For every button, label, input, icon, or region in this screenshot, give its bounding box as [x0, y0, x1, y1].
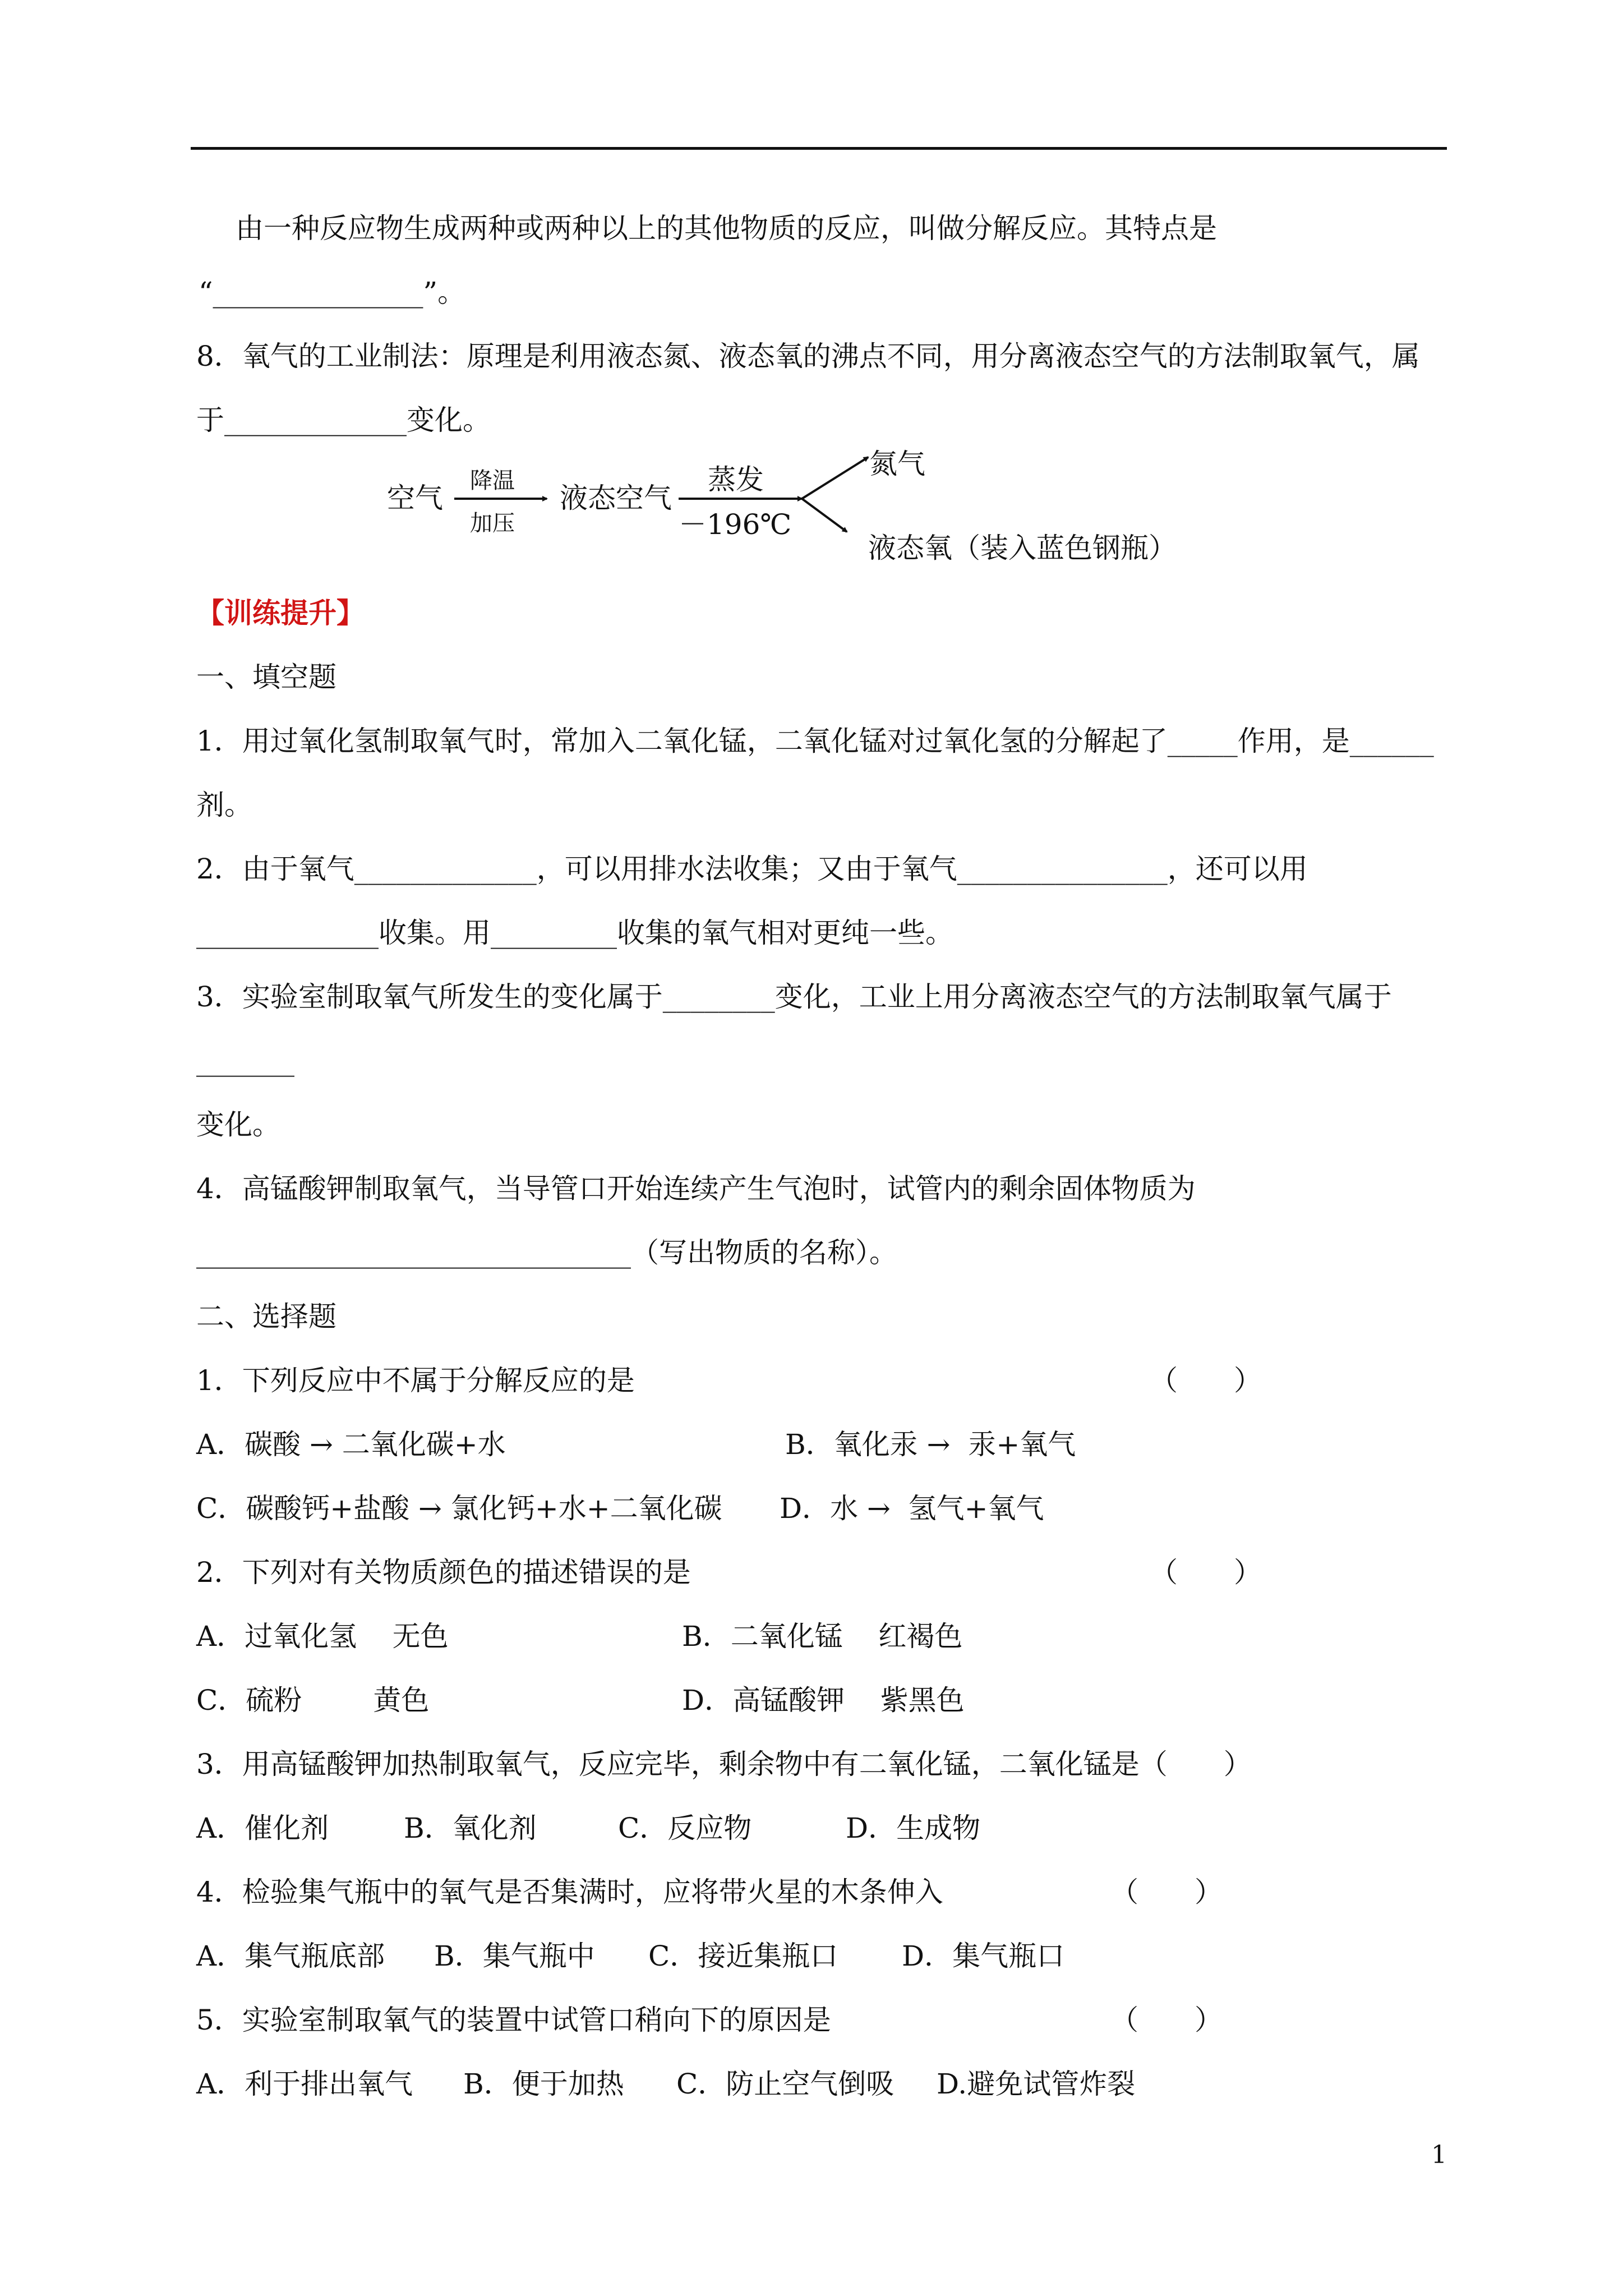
choice-q2-stem: 2．下列对有关物质颜色的描述错误的是: [196, 1556, 691, 1589]
fill-q1-line-1: 1．用过氧化氢制取氧气时，常加入二氧化锰，二氧化锰对过氧化氢的分解起了_____作用，是______: [196, 725, 1434, 757]
choice-q2-option-c: C．硫粉 黄色: [196, 1684, 430, 1717]
choice-q1-option-a: A．碳酸 → 二氧化碳+水: [196, 1428, 506, 1461]
choice-q4-option-a: A．集气瓶底部: [196, 1940, 385, 1972]
choice-q5-option-b: B．便于加热: [463, 2068, 624, 2100]
diagram-cool: 降温: [470, 468, 515, 494]
diagram-evaporate: 蒸发: [708, 463, 764, 496]
choice-q1-option-b: B．氧化汞 → 汞+氧气: [785, 1428, 1076, 1461]
fill-q3-line-2: _______: [196, 1045, 294, 1077]
fill-q1-line-2: 剂。: [196, 789, 252, 821]
diagram-liquid-oxygen: 液态氧（装入蓝色钢瓶）: [868, 532, 1177, 564]
fill-q3-line-3: 变化。: [196, 1108, 280, 1141]
page-number: 1: [1431, 2141, 1447, 2169]
fill-q2-line-1: 2．由于氧气_____________，可以用排水法收集；又由于氧气_______________，还可以用: [196, 853, 1308, 885]
choice-q3-option-b: B．氧化剂: [404, 1812, 537, 1844]
choice-q4-option-d: D．集气瓶口: [902, 1940, 1065, 1972]
arrow-to-liquid-oxygen: [802, 499, 847, 532]
choice-q5-option-d: D.避免试管炸裂: [937, 2068, 1136, 2100]
industrial-oxygen-diagram: [0, 0, 1623, 617]
intro-line-1: 由一种反应物生成两种或两种以上的其他物质的反应，叫做分解反应。其特点是: [236, 212, 1217, 245]
diagram-liquid-air: 液态空气: [560, 482, 672, 514]
choice-q4-answer-paren: （ ）: [1110, 1876, 1223, 1908]
fill-heading: 一、填空题: [196, 661, 336, 693]
section-title: 【训练提升】: [196, 596, 365, 629]
diagram-nitrogen: 氮气: [869, 448, 925, 480]
choice-q5-answer-paren: （ ）: [1110, 2004, 1223, 2036]
choice-q1-answer-paren: （ ）: [1150, 1364, 1262, 1397]
fill-q2-line-2: _____________收集。用_________收集的氧气相对更纯一些。: [196, 917, 953, 949]
fill-q4-line-1: 4．高锰酸钾制取氧气，当导管口开始连续产生气泡时，试管内的剩余固体物质为: [196, 1172, 1196, 1205]
diagram-temperature: －196℃: [679, 508, 792, 541]
choice-q3-option-d: D．生成物: [846, 1812, 981, 1844]
choice-q3-option-c: C．反应物: [618, 1812, 752, 1844]
choice-q1-option-c: C．碳酸钙+盐酸 → 氯化钙+水+二氧化碳: [196, 1492, 722, 1525]
choice-q2-option-b: B．二氧化锰 红褐色: [682, 1620, 963, 1653]
fill-q4-line-2: _______________________________（写出物质的名称）。: [196, 1236, 897, 1269]
choice-q3-stem: 3．用高锰酸钾加热制取氧气，反应完毕，剩余物中有二氧化锰，二氧化锰是（ ）: [196, 1748, 1252, 1780]
intro-line-2: “_______________”。: [199, 276, 466, 309]
choice-q3-option-a: A．催化剂: [196, 1812, 329, 1844]
choice-q4-stem: 4．检验集气瓶中的氧气是否集满时，应将带火星的木条伸入: [196, 1876, 943, 1908]
choice-q4-option-b: B．集气瓶中: [434, 1940, 595, 1972]
arrow-to-nitrogen: [802, 457, 868, 499]
fill-q3-line-1: 3．实验室制取氧气所发生的变化属于________变化，工业上用分离液态空气的方法制取氧气属于: [196, 981, 1392, 1013]
choice-q5-stem: 5．实验室制取氧气的装置中试管口稍向下的原因是: [196, 2004, 831, 2036]
choice-q2-answer-paren: （ ）: [1150, 1556, 1262, 1589]
choice-q1-stem: 1．下列反应中不属于分解反应的是: [196, 1364, 635, 1397]
q8-line-2: 于_____________变化。: [196, 404, 491, 436]
choice-q1-option-d: D．水 → 氢气+氧气: [780, 1492, 1044, 1525]
choice-q5-option-c: C．防止空气倒吸: [676, 2068, 895, 2100]
choice-q2-option-d: D．高锰酸钾 紫黑色: [682, 1684, 965, 1717]
diagram-air: 空气: [387, 482, 443, 514]
choice-q4-option-c: C．接近集瓶口: [648, 1940, 838, 1972]
choice-heading: 二、选择题: [196, 1300, 336, 1333]
diagram-press: 加压: [470, 510, 515, 536]
choice-q2-option-a: A．过氧化氢 无色: [196, 1620, 449, 1653]
q8-line-1: 8．氧气的工业制法：原理是利用液态氮、液态氧的沸点不同，用分离液态空气的方法制取氧气，属: [196, 340, 1420, 372]
choice-q5-option-a: A．利于排出氧气: [196, 2068, 413, 2100]
